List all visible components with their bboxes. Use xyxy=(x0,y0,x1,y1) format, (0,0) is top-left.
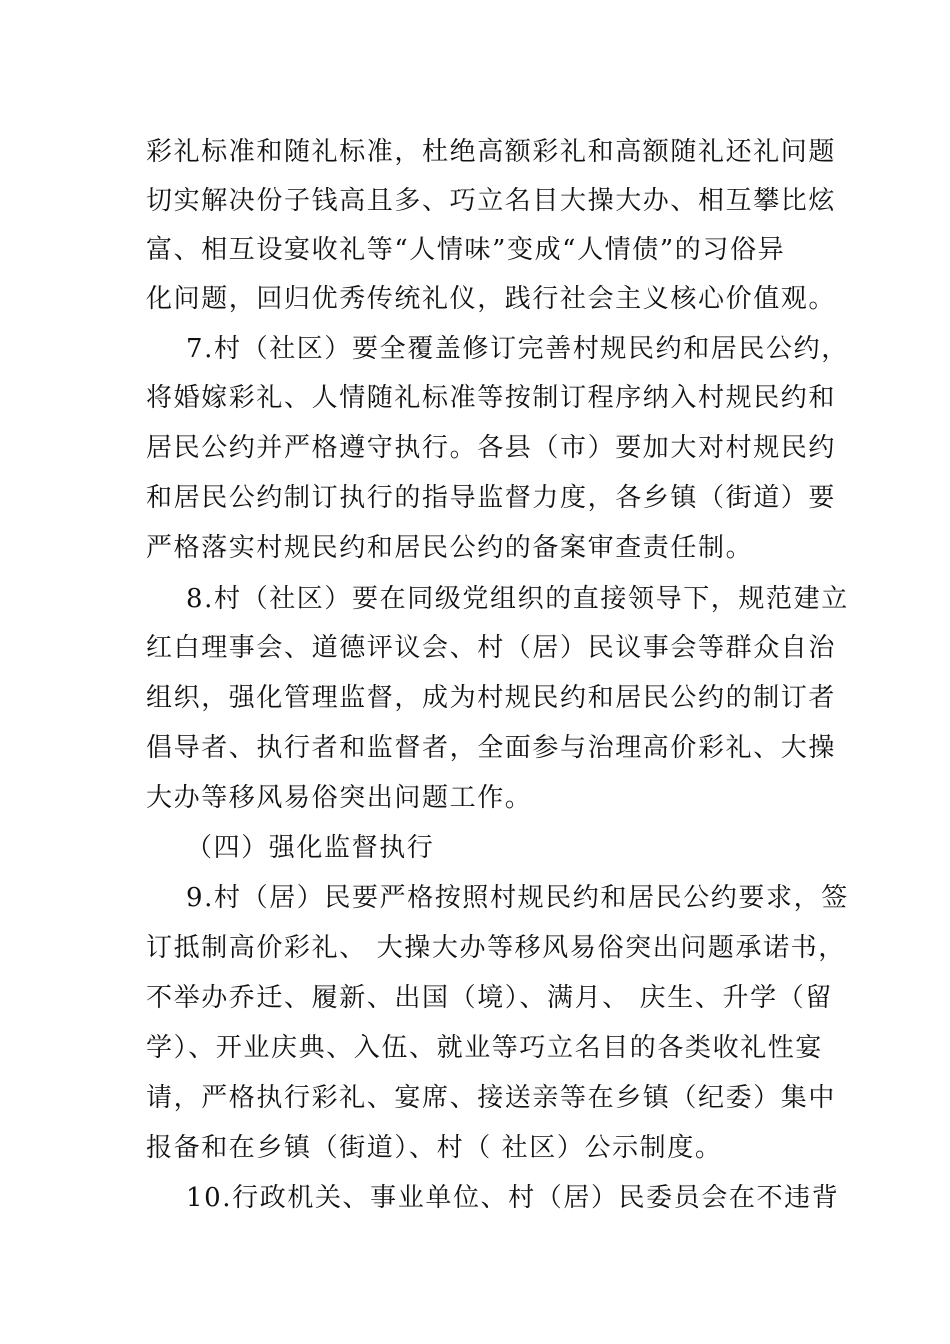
text-line: 倡导者、执行者和监督者，全面参与治理高价彩礼、大操 xyxy=(146,733,837,763)
text-line: 订抵制高价彩礼、 大操大办等移风易俗突出问题承诺书， xyxy=(146,933,846,963)
paragraph-7-start: 7.村（社区）要全覆盖修订完善村规民约和居民公约， xyxy=(186,334,849,364)
text-line: 不举办乔迁、履新、出国（境）、满月、 庆生、升学（留 xyxy=(146,983,833,1013)
text-line: 严格落实村规民约和居民公约的备案审查责任制。 xyxy=(146,533,754,563)
text-line: 红白理事会、道德评议会、村（居）民议事会等群众自治 xyxy=(146,633,837,663)
text-line: 居民公约并严格遵守执行。各县（市）要加大对村规民约 xyxy=(146,433,837,463)
text-line: 报备和在乡镇（街道）、村（ 社区）公示制度。 xyxy=(146,1133,723,1163)
text-line: 切实解决份子钱高且多、巧立名目大操大办、相互攀比炫 xyxy=(146,186,837,216)
text-line: 组织，强化管理监督，成为村规民约和居民公约的制订者 xyxy=(146,683,837,713)
paragraph-10-start: 10.行政机关、事业单位、村（居）民委员会在不违背 xyxy=(186,1183,840,1213)
section-heading: （四）强化监督执行 xyxy=(186,833,435,863)
text-line: 将婚嫁彩礼、人情随礼标准等按制订程序纳入村规民约和 xyxy=(146,383,837,413)
paragraph-9-start: 9.村（居）民要严格按照村规民约和居民公约要求，签 xyxy=(186,883,849,913)
text-line: 请，严格执行彩礼、宴席、接送亲等在乡镇（纪委）集中 xyxy=(146,1083,837,1113)
text-line: 学）、开业庆典、入伍、就业等巧立名目的各类收礼性宴 xyxy=(146,1033,824,1063)
text-line: 大办等移风易俗突出问题工作。 xyxy=(146,783,533,813)
text-line: 富、相互设宴收礼等“人情味”变成“人情债”的习俗异 xyxy=(146,235,786,265)
text-line: 彩礼标准和随礼标准，杜绝高额彩礼和高额随礼还礼问题 xyxy=(146,137,837,167)
paragraph-8-start: 8.村（社区）要在同级党组织的直接领导下，规范建立 xyxy=(186,584,849,614)
text-line: 化问题，回归优秀传统礼仪，践行社会主义核心价值观。 xyxy=(146,284,837,314)
text-line: 和居民公约制订执行的指导监督力度，各乡镇（街道）要 xyxy=(146,483,837,513)
